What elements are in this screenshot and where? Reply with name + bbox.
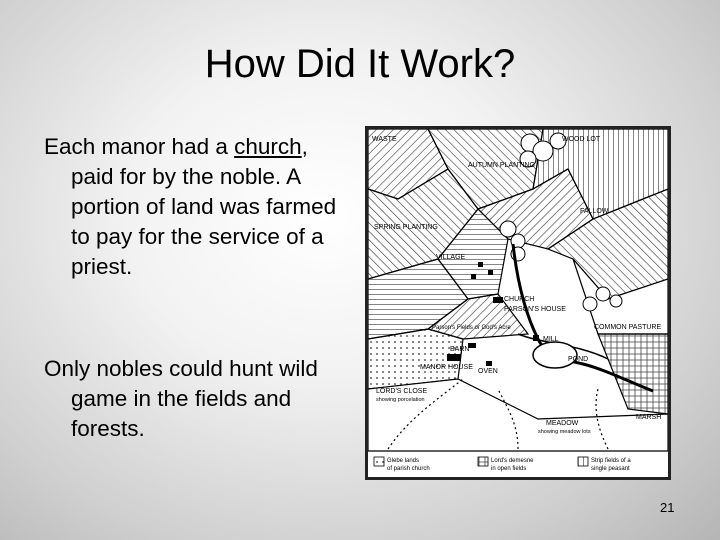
manor-house-building <box>447 354 461 361</box>
legend-strip-swatch <box>578 457 588 466</box>
village-house <box>471 274 476 279</box>
oven-building <box>486 361 492 366</box>
village-house <box>488 270 493 275</box>
pond <box>533 342 577 368</box>
label-oven: OVEN <box>478 368 498 375</box>
legend-demesne-swatch <box>478 457 488 466</box>
paragraph-church-start: Each manor had a <box>44 134 235 159</box>
label-lords-close: LORD'S CLOSE <box>376 388 428 395</box>
legend-glebe-swatch <box>374 457 384 466</box>
label-spring-planting: SPRING PLANTING <box>374 224 438 231</box>
legend-strip-line1: Strip fields of a <box>591 458 631 464</box>
church-link[interactable]: church <box>234 134 302 159</box>
manor-map-drawing <box>368 129 668 477</box>
mill-building <box>533 335 539 341</box>
slide-title: How Did It Work? <box>204 42 516 86</box>
label-meadow: MEADOW <box>546 420 579 427</box>
manor-map <box>365 126 671 480</box>
label-fallow: FALLOW <box>580 208 609 215</box>
page-number: 21 <box>660 500 675 515</box>
legend-glebe-line2: of parish church <box>387 466 430 472</box>
legend-strip-line2: single peasant <box>591 466 630 472</box>
paragraph-hunting: Only nobles could hunt wild game in the fields and forests. <box>44 356 318 441</box>
legend-demesne-line2: in open fields <box>491 466 527 472</box>
label-parsons-fields: Parson's Fields or God's Acre <box>432 325 511 331</box>
legend-glebe-line1: Glebe lands <box>387 458 420 464</box>
label-barn: BARN <box>450 346 470 353</box>
church-building <box>493 297 503 303</box>
label-wood-lot: WOOD LOT <box>562 136 601 143</box>
village-house <box>478 262 483 267</box>
label-waste: WASTE <box>372 136 397 143</box>
label-parsons-house: PARSON'S HOUSE <box>504 306 566 313</box>
label-village: VILLAGE <box>436 254 466 261</box>
label-pond: POND <box>568 356 589 363</box>
legend-demesne-line1: Lord's demesne <box>491 458 534 464</box>
paragraph-church <box>44 132 354 282</box>
paragraph-church-end: , paid for by the noble. A portion of land was farmed to pay for the service of a priest. <box>71 134 337 279</box>
label-meadow-sub: showing meadow lots <box>538 429 591 435</box>
label-manor-house: MANOR HOUSE <box>420 364 473 371</box>
label-common-pasture: COMMON PASTURE <box>594 324 662 331</box>
label-lords-close-sub: showing porcelation <box>376 397 425 403</box>
label-autumn-planting: AUTUMN PLANTING <box>468 162 535 169</box>
label-marsh: MARSH <box>636 414 662 421</box>
label-church: CHURCH <box>504 296 535 303</box>
label-mill: MILL <box>543 336 559 343</box>
map-legend <box>374 457 631 472</box>
